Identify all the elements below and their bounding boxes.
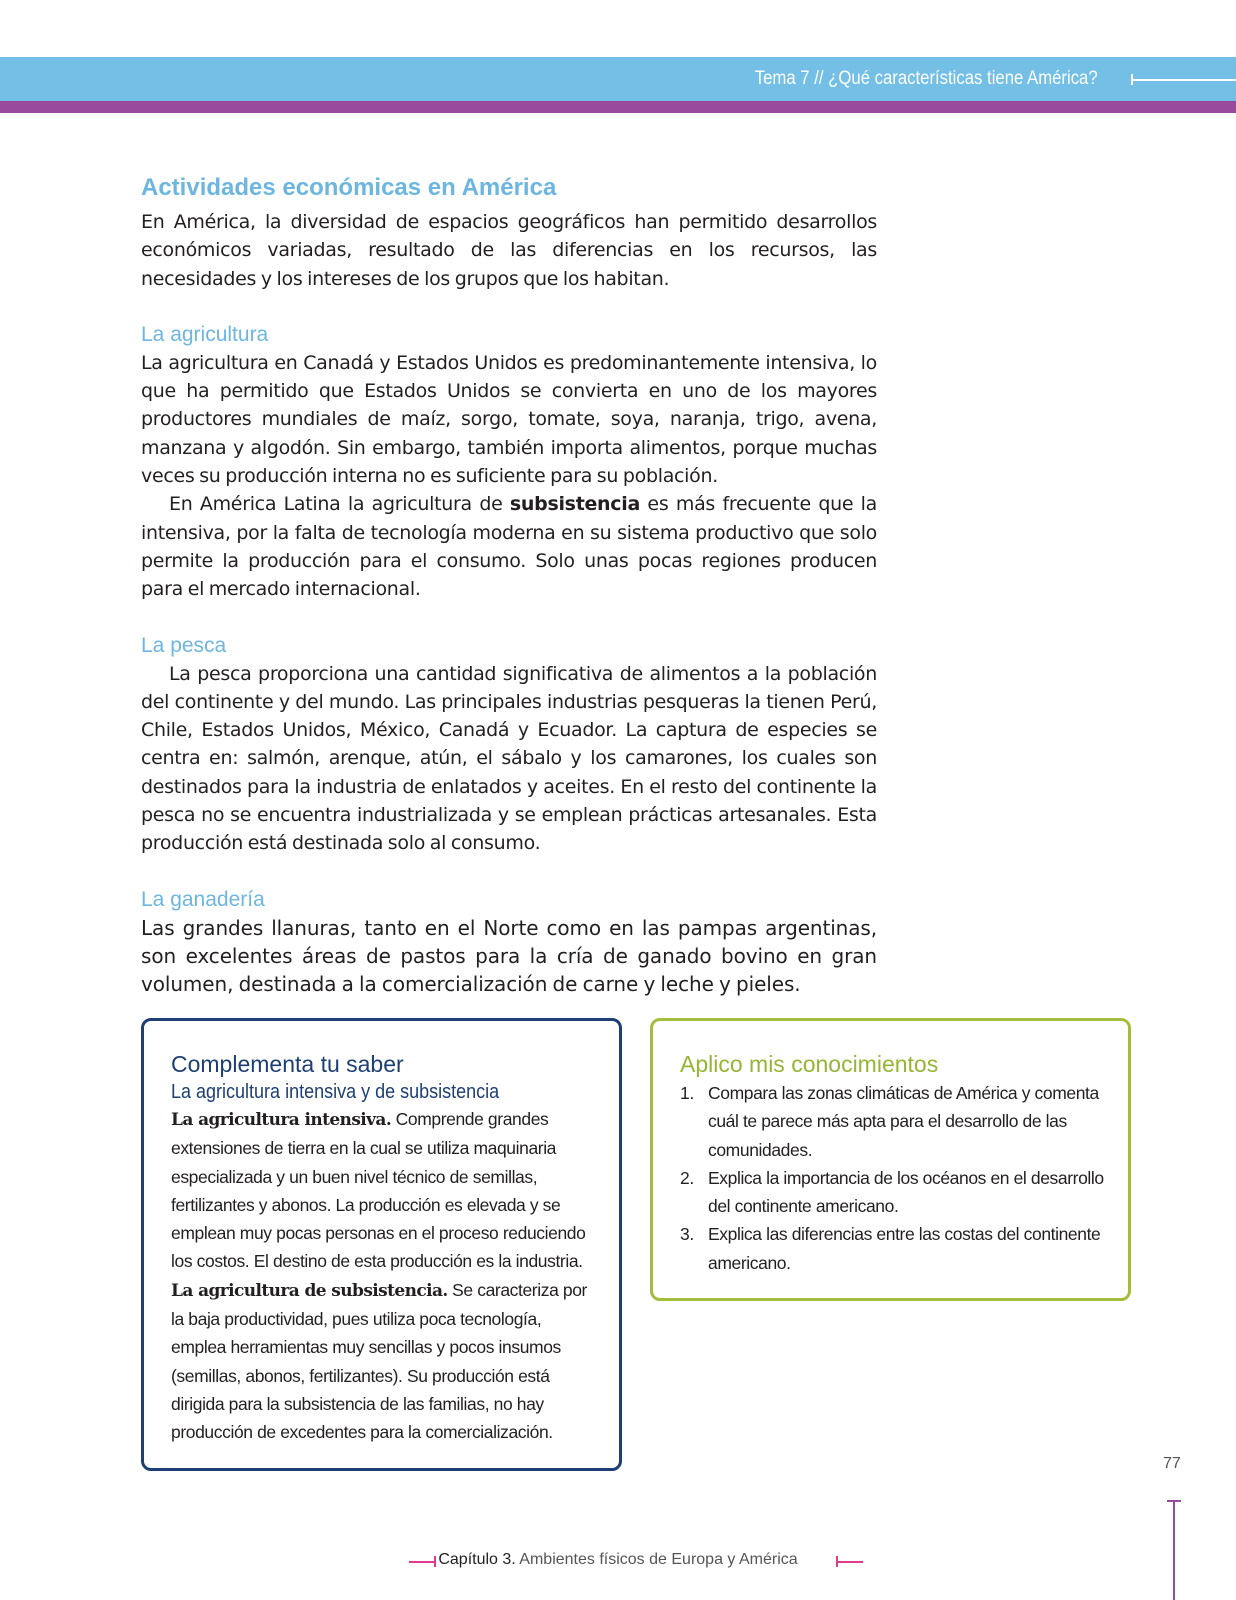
list-number: 1. (680, 1083, 694, 1103)
list-item (680, 1220, 1105, 1277)
page-number: 77 (1163, 1455, 1181, 1472)
list-item (680, 1079, 1105, 1164)
section-heading-ganaderia: La ganadería (141, 887, 265, 911)
subsistencia-paragraph (171, 1276, 596, 1447)
agricultura-paragraph-1: La agricultura en Canadá y Estados Unidos es predominantemente intensiva, lo que ha permitido que Estados Unidos se convierta en uno de los mayores productores mundiales de maíz, sorgo, tomate, soya, naranja, trigo, avena, manzana y algodón. Sin embargo, también importa alimentos, porque muchas veces su producción interna no es suficiente para su población. (141, 351, 877, 488)
complementa-title: Complementa tu saber (171, 1051, 404, 1077)
agricultura-p2-text-b: es más frecuente que la intensiva, por la falta de tecnología moderna en su sistema productivo que solo permite la producción para el consumo. Solo unas pocas regiones producen para el mercado internacional. (141, 493, 877, 601)
complementa-subtitle: La agricultura intensiva y de subsistencia (171, 1081, 500, 1103)
agricultura-p2-text-a: En América Latina la agricultura de (169, 493, 510, 516)
page-title: Actividades económicas en América (141, 174, 557, 201)
footer-dash-right (836, 1561, 863, 1563)
footer (0, 1551, 1236, 1569)
list-text: Explica las diferencias entre las costas del continente americano. (708, 1224, 1101, 1273)
aplico-box (650, 1018, 1131, 1301)
header-rule-tick (1131, 74, 1133, 85)
side-rule (1173, 1500, 1175, 1600)
complementa-box (141, 1018, 622, 1471)
list-item (680, 1164, 1105, 1221)
pesca-paragraph: La pesca proporciona una cantidad significativa de alimentos a la población del continente y del mundo. Las principales industrias pesqueras la tienen Perú, Chile, Estados Unidos, México, Canadá y Ecuador. La captura de especies se centra en: salmón, arenque, atún, el sábalo y los camarones, los cuales son destinados para la industria de enlatados y aceites. En el resto del continente la pesca no se encuentra industrializada y se emplean prácticas artesanales. Esta producción está destinada solo al consumo. (141, 662, 877, 855)
ganaderia-paragraph: Las grandes llanuras, tanto en el Norte como en las pampas argentinas, son excelentes áreas de pastos para la cría de ganado bovino en gran volumen, destinada a la comercialización de carne y leche y pieles. (141, 915, 877, 997)
subsistencia-text: Se caracteriza por la baja productividad, pues utiliza poca tecnología, emplea herramientas muy sencillas y pocos insumos (semillas, abonos, fertilizantes). Su producción está dirigida para la subsistencia de las familias, no hay producción de excedentes para la comercialización. (171, 1279, 587, 1443)
exercise-list (680, 1079, 1105, 1277)
list-text: Compara las zonas climáticas de América y comenta cuál te parece más apta para el desarrollo de las comunidades. (708, 1083, 1099, 1160)
agricultura-paragraph-2 (141, 490, 877, 603)
intro-paragraph: En América, la diversidad de espacios geográficos han permitido desarrollos económicos variadas, resultado de las diferencias en los recursos, las necesidades y los intereses de los grupos que los habitan. (141, 211, 877, 290)
list-number: 2. (680, 1167, 694, 1188)
main-content (141, 172, 877, 999)
section-heading-pesca: La pesca (141, 633, 227, 657)
header-stripe (0, 101, 1236, 113)
intensiva-label: La agricultura intensiva. (171, 1110, 392, 1130)
running-header: Tema 7 // ¿Qué características tiene América? (755, 68, 1098, 89)
list-number: 3. (680, 1224, 694, 1245)
aplico-title: Aplico mis conocimientos (680, 1051, 939, 1077)
footer-chapter: Capítulo 3. (438, 1551, 516, 1568)
section-heading-agricultura: La agricultura (141, 322, 269, 346)
intensiva-paragraph (171, 1105, 596, 1276)
list-text: Explica la importancia de los océanos en el desarrollo del continente americano. (708, 1167, 1104, 1217)
intensiva-text: Comprende grandes extensiones de tierra en la cual se utiliza maquinaria especializada y un buen nivel técnico de semillas, fertilizantes y abonos. La producción es elevada y se emplean muy pocas personas en el proceso reduciendo los costos. El destino de esta producción es la industria. (171, 1109, 586, 1272)
header-rule (1131, 79, 1236, 81)
footer-title: Ambientes físicos de Europa y América (515, 1551, 798, 1568)
keyword-subsistencia: subsistencia (509, 493, 640, 516)
subsistencia-label: La agricultura de subsistencia. (171, 1280, 448, 1301)
